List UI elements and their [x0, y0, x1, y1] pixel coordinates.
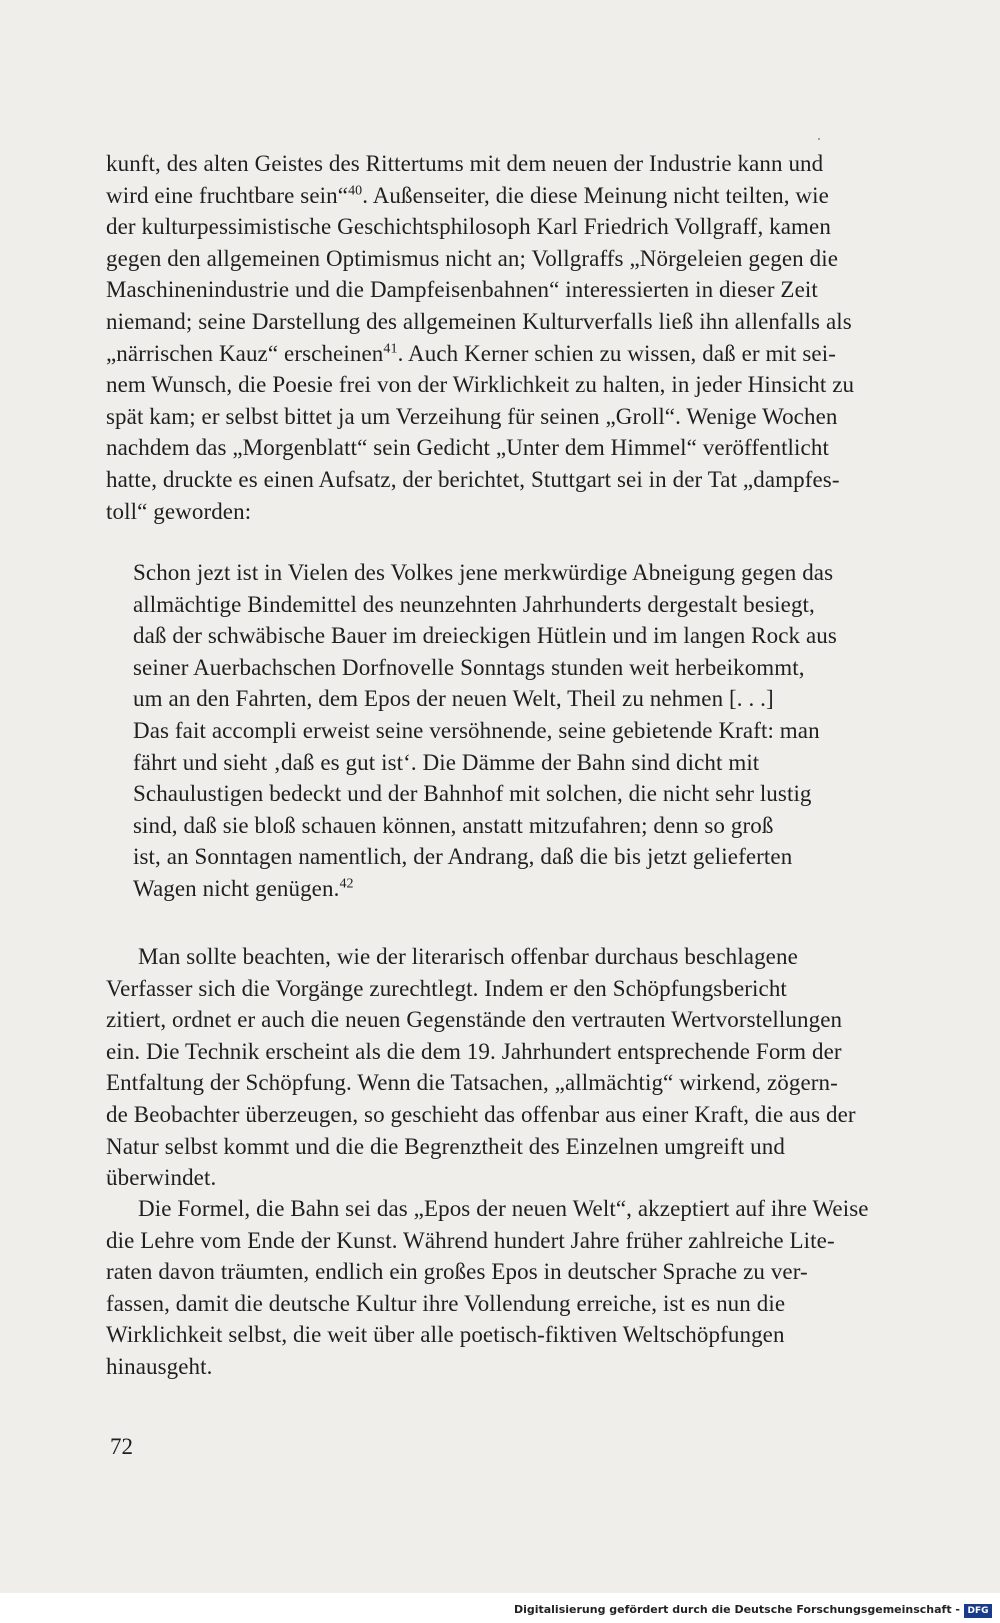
- text-line: gegen den allgemeinen Optimismus nicht an; Vollgraffs „Nörgeleien gegen die: [106, 245, 839, 271]
- paragraph-2: [106, 941, 944, 1194]
- text-line: kunft, des alten Geistes des Rittertums mit dem neuen der Industrie kann und: [106, 151, 824, 176]
- quote-line: seiner Auerbachschen Dorfnovelle Sonntags stunden weit herbeikommt,: [133, 654, 805, 680]
- text-line: Natur selbst kommt und die die Begrenztheit des Einzelnen umgreift und: [106, 1133, 785, 1159]
- text-line: Die Formel, die Bahn sei das „Epos der neuen Welt“, akzeptiert auf ihre Weise: [138, 1196, 869, 1221]
- quote-line: Schaulustigen bedeckt und der Bahnhof mit solchen, die nicht sehr lustig: [133, 781, 812, 807]
- scan-speck: [818, 138, 820, 140]
- text-line: nachdem das „Morgenblatt“ sein Gedicht „Unter dem Himmel“ veröffentlicht: [106, 435, 829, 461]
- text-line: Verfasser sich die Vorgänge zurechtlegt. Indem er den Schöpfungsbericht: [106, 975, 787, 1001]
- digitization-footer: [0, 1593, 1000, 1623]
- footnote-ref-41: 41: [383, 340, 398, 356]
- quote-line: Das fait accompli erweist seine versöhnende, seine gebietende Kraft: man: [133, 717, 820, 743]
- footnote-ref-42: 42: [339, 876, 354, 892]
- quote-line: sind, daß sie bloß schauen können, anstatt mitzufahren; denn so groß: [133, 812, 774, 838]
- text-line: fassen, damit die deutsche Kultur ihre Vollendung erreiche, ist es nun die: [106, 1290, 786, 1316]
- quote-line: um an den Fahrten, dem Epos der neuen Welt, Theil zu nehmen [. . .]: [133, 686, 774, 712]
- text-line: [106, 180, 829, 212]
- text-line: Maschinenindustrie und die Dampfeisenbahnen“ interessierten in dieser Zeit: [106, 277, 818, 303]
- text-line: zitiert, ordnet er auch die neuen Gegenstände den vertrauten Wertvorstellungen: [106, 1007, 843, 1033]
- dfg-logo-icon: DFG: [964, 1604, 992, 1618]
- text-line: spät kam; er selbst bittet ja um Verzeihung für seinen „Groll“. Wenige Wochen: [106, 403, 838, 429]
- text-line: [106, 338, 836, 370]
- quote-line: daß der schwäbische Bauer im dreieckigen Hütlein und im langen Rock aus: [133, 623, 837, 649]
- footnote-ref-40: 40: [348, 182, 363, 198]
- text-fragment: . Außenseiter, die diese Meinung nicht teilten, wie: [362, 182, 829, 208]
- paragraph-1: [106, 148, 944, 527]
- page-number: 72: [110, 1434, 133, 1459]
- quote-line: allmächtige Bindemittel des neunzehnten Jahrhunderts dergestalt besiegt,: [133, 591, 815, 617]
- text-fragment: wird eine fruchtbare sein“: [106, 182, 349, 208]
- text-line: der kulturpessimistische Geschichtsphilosoph Karl Friedrich Vollgraff, kamen: [106, 214, 831, 240]
- text-line: überwindet.: [106, 1165, 217, 1191]
- text-fragment: „närrischen Kauz“ erscheinen: [106, 340, 384, 366]
- quote-line: fährt und sieht ‚daß es gut ist‘. Die Dämme der Bahn sind dicht mit: [133, 749, 760, 775]
- text-line: Wirklichkeit selbst, die weit über alle poetisch-fiktiven Weltschöpfungen: [106, 1322, 785, 1348]
- quote-line: [133, 873, 354, 905]
- text-fragment: Wagen nicht genügen.: [133, 875, 340, 901]
- text-line: hatte, druckte es einen Aufsatz, der berichtet, Stuttgart sei in der Tat „dampfes-: [106, 466, 840, 492]
- text-fragment: . Auch Kerner schien zu wissen, daß er mit sei-: [397, 340, 836, 366]
- quote-line: ist, an Sonntagen namentlich, der Andrang, daß die bis jetzt gelieferten: [133, 844, 793, 870]
- text-line: die Lehre vom Ende der Kunst. Während hundert Jahre früher zahlreiche Lite-: [106, 1227, 835, 1253]
- quote-line: Schon jezt ist in Vielen des Volkes jene merkwürdige Abneigung gegen das: [133, 560, 834, 585]
- text-line: nem Wunsch, die Poesie frei von der Wirklichkeit zu halten, in jeder Hinsicht zu: [106, 372, 855, 398]
- text-line: ein. Die Technik erscheint als die dem 19. Jahrhundert entsprechende Form der: [106, 1038, 842, 1064]
- text-line: Man sollte beachten, wie der literarisch offenbar durchaus beschlagene: [138, 944, 798, 969]
- text-line: de Beobachter überzeugen, so geschieht das offenbar aus einer Kraft, die aus der: [106, 1101, 856, 1127]
- text-line: niemand; seine Darstellung des allgemeinen Kulturverfalls ließ ihn allenfalls als: [106, 308, 852, 334]
- text-line: toll“ geworden:: [106, 498, 252, 524]
- text-line: raten davon träumten, endlich ein großes Epos in deutscher Sprache zu ver-: [106, 1259, 808, 1285]
- text-line: Entfaltung der Schöpfung. Wenn die Tatsachen, „allmächtig“ wirkend, zögern-: [106, 1070, 838, 1096]
- footer-credit: Digitalisierung gefördert durch die Deutsche Forschungsgemeinschaft -: [513, 1603, 960, 1616]
- block-quote: [133, 557, 941, 905]
- text-line: hinausgeht.: [106, 1353, 213, 1379]
- paragraph-3: [106, 1193, 944, 1383]
